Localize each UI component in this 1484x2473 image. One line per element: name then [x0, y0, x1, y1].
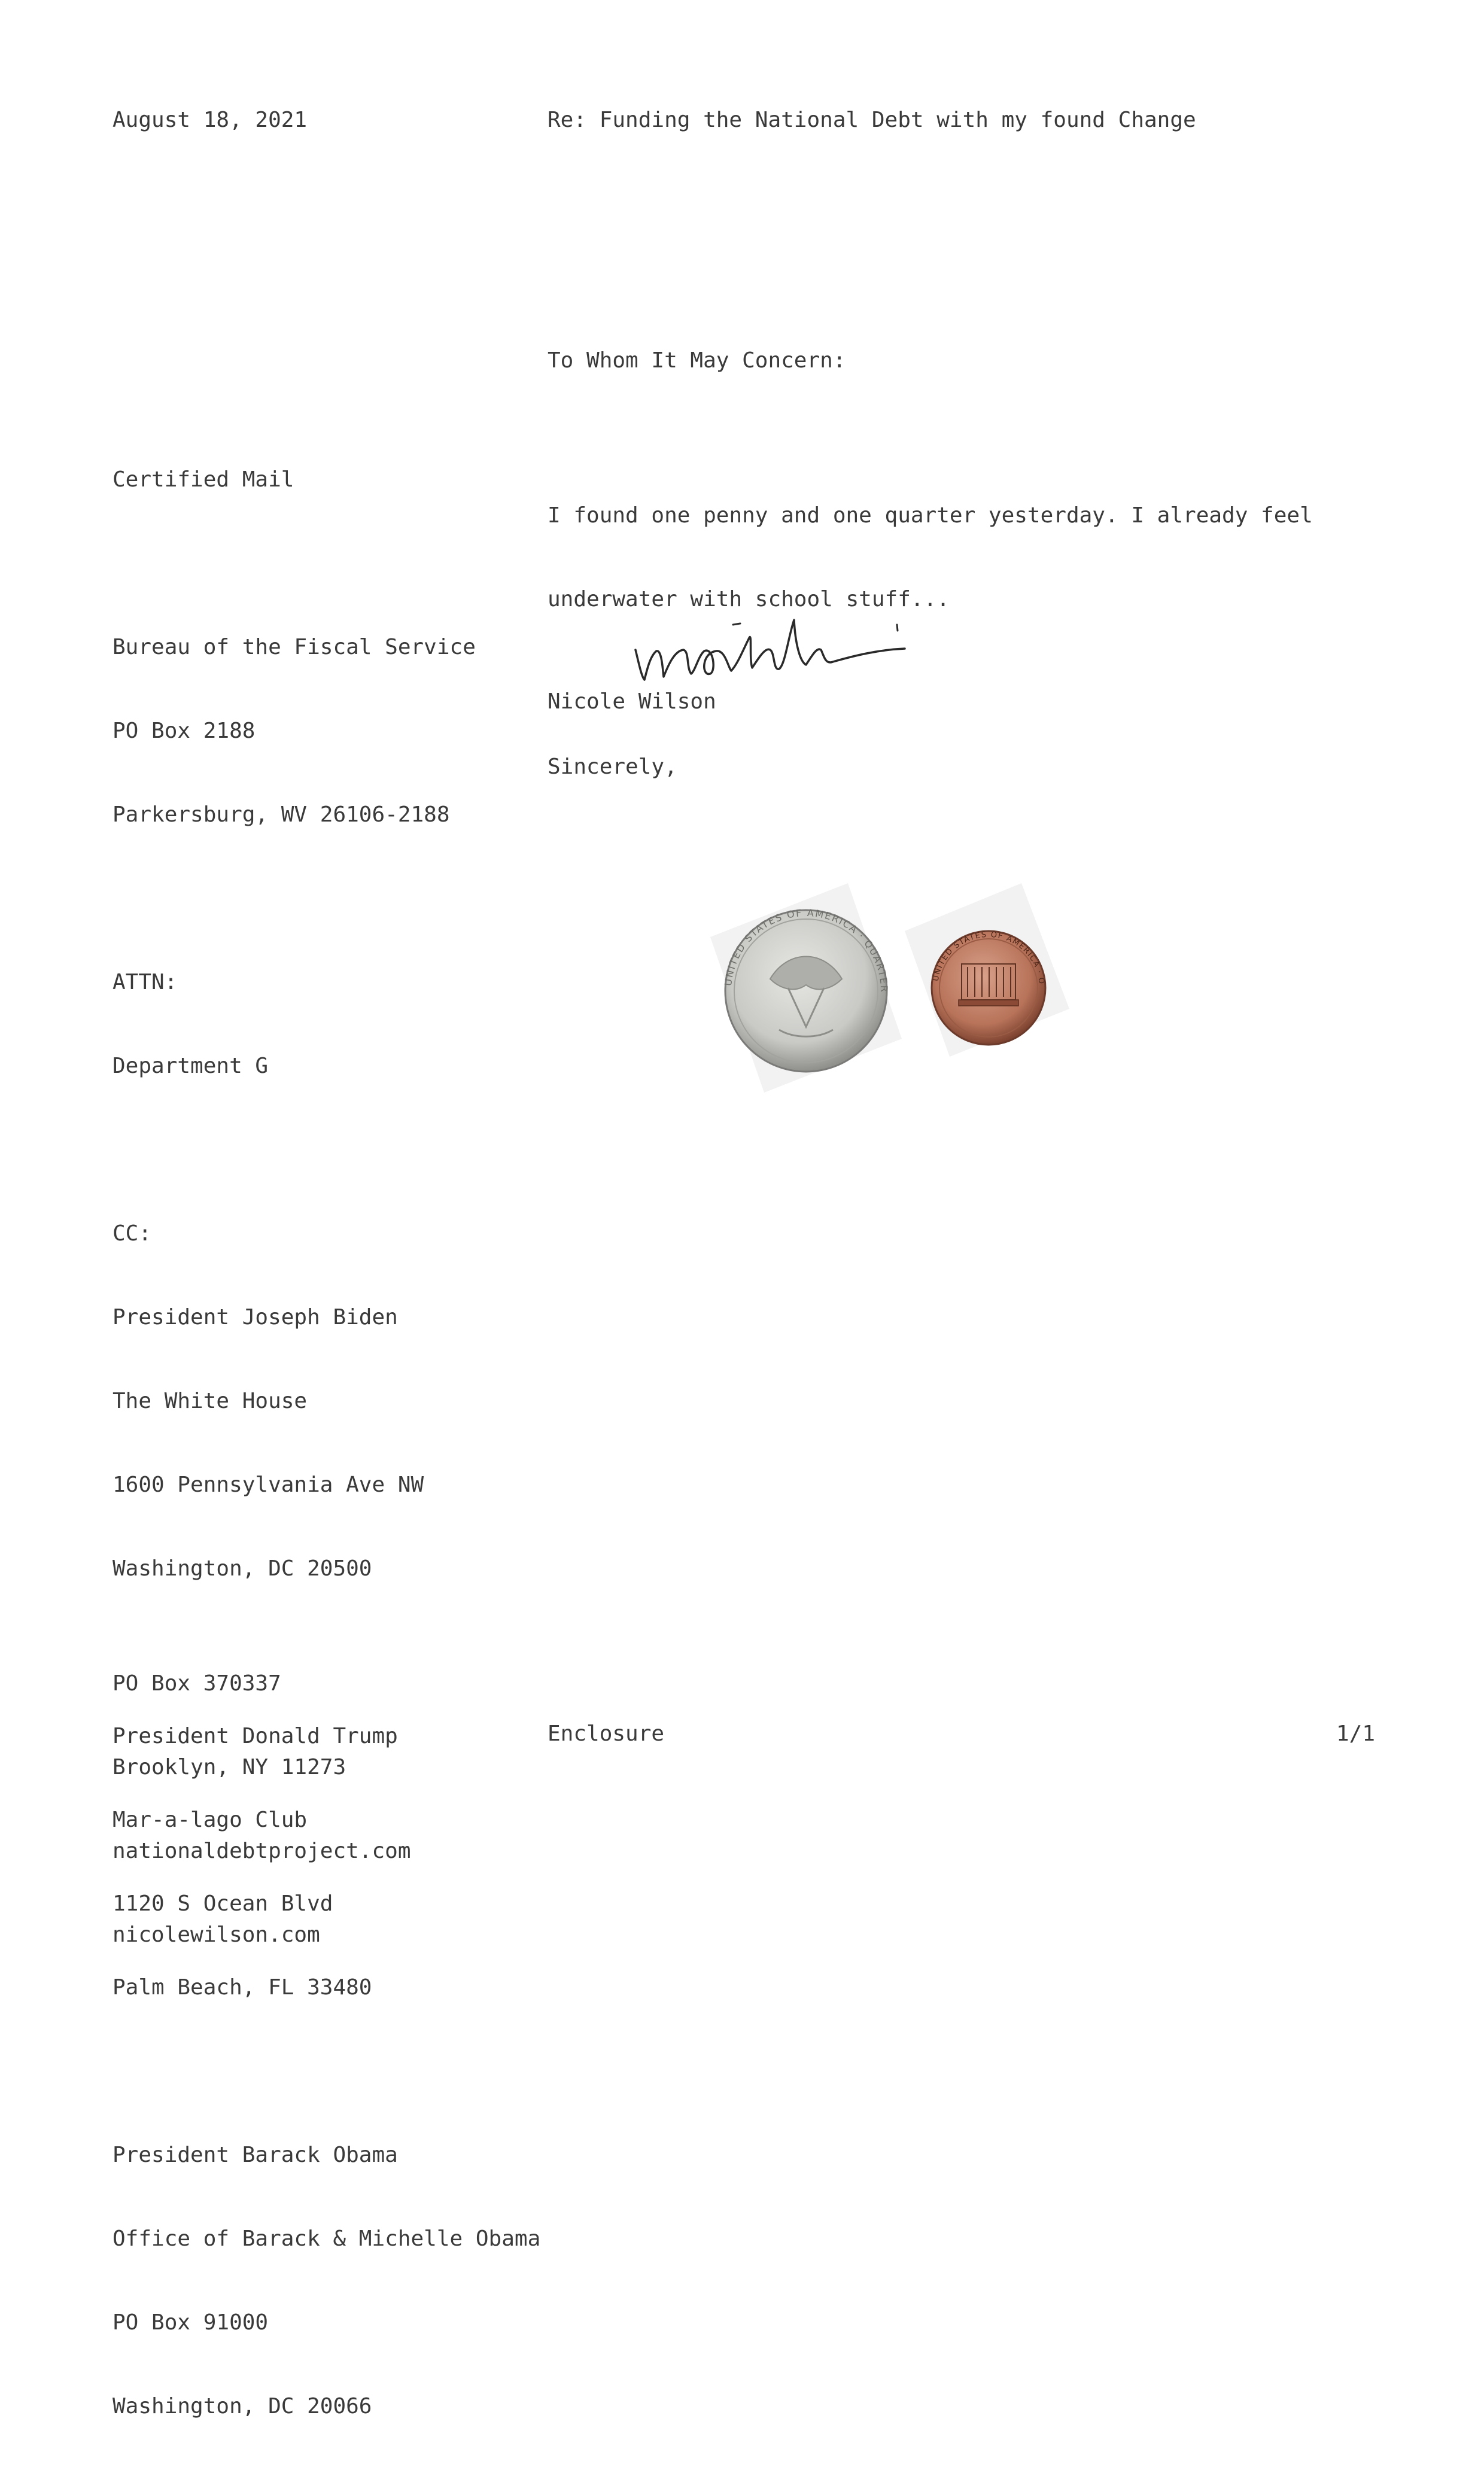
address-block — [112, 413, 540, 2473]
letter-date: August 18, 2021 — [112, 108, 308, 132]
cc-name: President Donald Trump — [112, 1724, 398, 1748]
recipient-line1: PO Box 2188 — [112, 719, 256, 743]
mailing-method: Certified Mail — [112, 467, 294, 492]
body-line: underwater with school stuff... — [548, 587, 950, 612]
attn-label: ATTN: — [112, 970, 178, 994]
sender-line2: Brooklyn, NY 11273 — [112, 1755, 346, 1780]
cc-line1: The White House — [112, 1389, 308, 1413]
cc-line2: 1120 S Ocean Blvd — [112, 1891, 333, 1916]
cc-line3: Washington, DC 20066 — [112, 2394, 372, 2419]
letter-closing: Sincerely, — [548, 755, 677, 779]
signer-name: Nicole Wilson — [548, 689, 716, 714]
sender-block — [112, 1617, 411, 2001]
sender-line1: PO Box 370337 — [112, 1671, 281, 1696]
enclosure-label: Enclosure — [548, 1721, 665, 1746]
letter-subject: Re: Funding the National Debt with my found Change — [548, 108, 1196, 132]
sender-website: nationaldebtproject.com — [112, 1839, 411, 1863]
cc-label: CC: — [112, 1221, 152, 1246]
cc-name: President Barack Obama — [112, 2143, 398, 2167]
quarter-inscription: UNITED STATES OF AMERICA · QUARTER — [722, 907, 890, 993]
handwritten-signature — [574, 589, 862, 667]
cc-line2: PO Box 91000 — [112, 2310, 269, 2335]
cc-name: President Joseph Biden — [112, 1305, 398, 1330]
page-number: 1/1 — [1336, 1721, 1376, 1746]
recipient-name: Bureau of the Fiscal Service — [112, 635, 476, 659]
cc-line1: Office of Barack & Michelle Obama — [112, 2226, 541, 2251]
penny-inscription: UNITED STATES OF AMERICA · O — [931, 930, 1046, 985]
attn-value: Department G — [112, 1054, 269, 1078]
quarter-coin — [698, 859, 890, 1072]
cc-line3: Palm Beach, FL 33480 — [112, 1975, 372, 2000]
sender-website: nicolewilson.com — [112, 1923, 320, 1947]
letter-salutation: To Whom It May Concern: — [548, 348, 846, 373]
enclosed-coins — [646, 835, 1065, 1086]
cc-line3: Washington, DC 20500 — [112, 1556, 372, 1581]
cc-line2: 1600 Pennsylvania Ave NW — [112, 1473, 424, 1497]
cc-line1: Mar-a-lago Club — [112, 1808, 308, 1832]
body-line: I found one penny and one quarter yesterday. I already feel — [548, 503, 1313, 528]
recipient-line2: Parkersburg, WV 26106-2188 — [112, 802, 450, 827]
